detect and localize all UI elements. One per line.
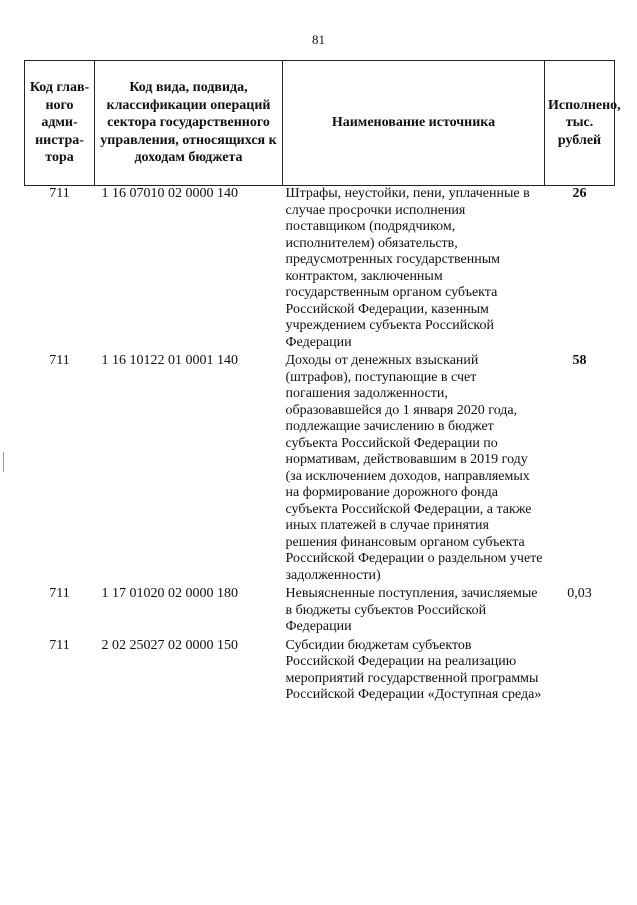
header-executed: Исполнено, тыс. рублей <box>545 61 615 186</box>
cell-executed <box>545 638 615 706</box>
cell-source-name: Доходы от денежных взысканий (штрафов), поступающие в счет погашения задолженности, образовавшейся до 1 января 2020 года, подлежащие зачислению в бюджет субъекта Российской Федерации по нормативам, действовавшим в 2019 году (за исключением доходов, направляемых на формирование дорожного фонда субъекта Российской Федерации, а также иных платежей в случае принятия решения финансовым органом субъекта Российской Федерации о раздельном учете задолженности) <box>285 353 543 583</box>
cell-admin-code: 711 <box>49 586 70 601</box>
budget-revenue-table <box>24 60 621 706</box>
page-number: 81 <box>312 32 325 47</box>
cell-source-name: Невыясненные поступления, зачисляемые в бюджеты субъектов Российской Федерации <box>285 586 538 634</box>
cell-admin-code: 711 <box>49 353 70 368</box>
table-header-row <box>25 61 615 186</box>
cell-executed: 58 <box>572 353 587 368</box>
cell-executed: 0,03 <box>567 586 592 601</box>
table-row <box>25 638 615 706</box>
table-row <box>25 186 615 354</box>
cell-classification-code: 2 02 25027 02 0000 150 <box>101 637 238 653</box>
header-source-name: Наименование источника <box>283 61 545 186</box>
cell-classification-code: 1 17 01020 02 0000 180 <box>101 586 238 601</box>
cell-classification-code: 1 16 07010 02 0000 140 <box>101 186 238 201</box>
cell-admin-code: 711 <box>49 637 70 653</box>
cell-source-name: Штрафы, неустойки, пени, уплаченные в случае просрочки исполнения поставщиком (подрядчиком, исполнителем) обязательств, предусмотренных государственным контрактом, заключенным государственным органом субъекта Российской Федерации, казенным учреждением субъекта Российской Федерации <box>285 186 530 350</box>
margin-mark <box>3 452 4 472</box>
table-row <box>25 586 615 638</box>
cell-admin-code: 711 <box>49 186 70 201</box>
cell-executed: 26 <box>572 186 587 201</box>
header-classification-code: Код вида, подвида, классификации операций сектора государственного управления, относящихся к доходам бюджета <box>95 61 283 186</box>
cell-source-name: Субсидии бюджетам субъектов Российской Федерации на реализацию мероприятий государственной программы Российской Федерации «Доступная среда» <box>285 637 542 702</box>
cell-classification-code: 1 16 10122 01 0001 140 <box>101 353 238 368</box>
table-row <box>25 353 615 586</box>
header-admin-code: Код глав-ного адми-нистра-тора <box>25 61 95 186</box>
